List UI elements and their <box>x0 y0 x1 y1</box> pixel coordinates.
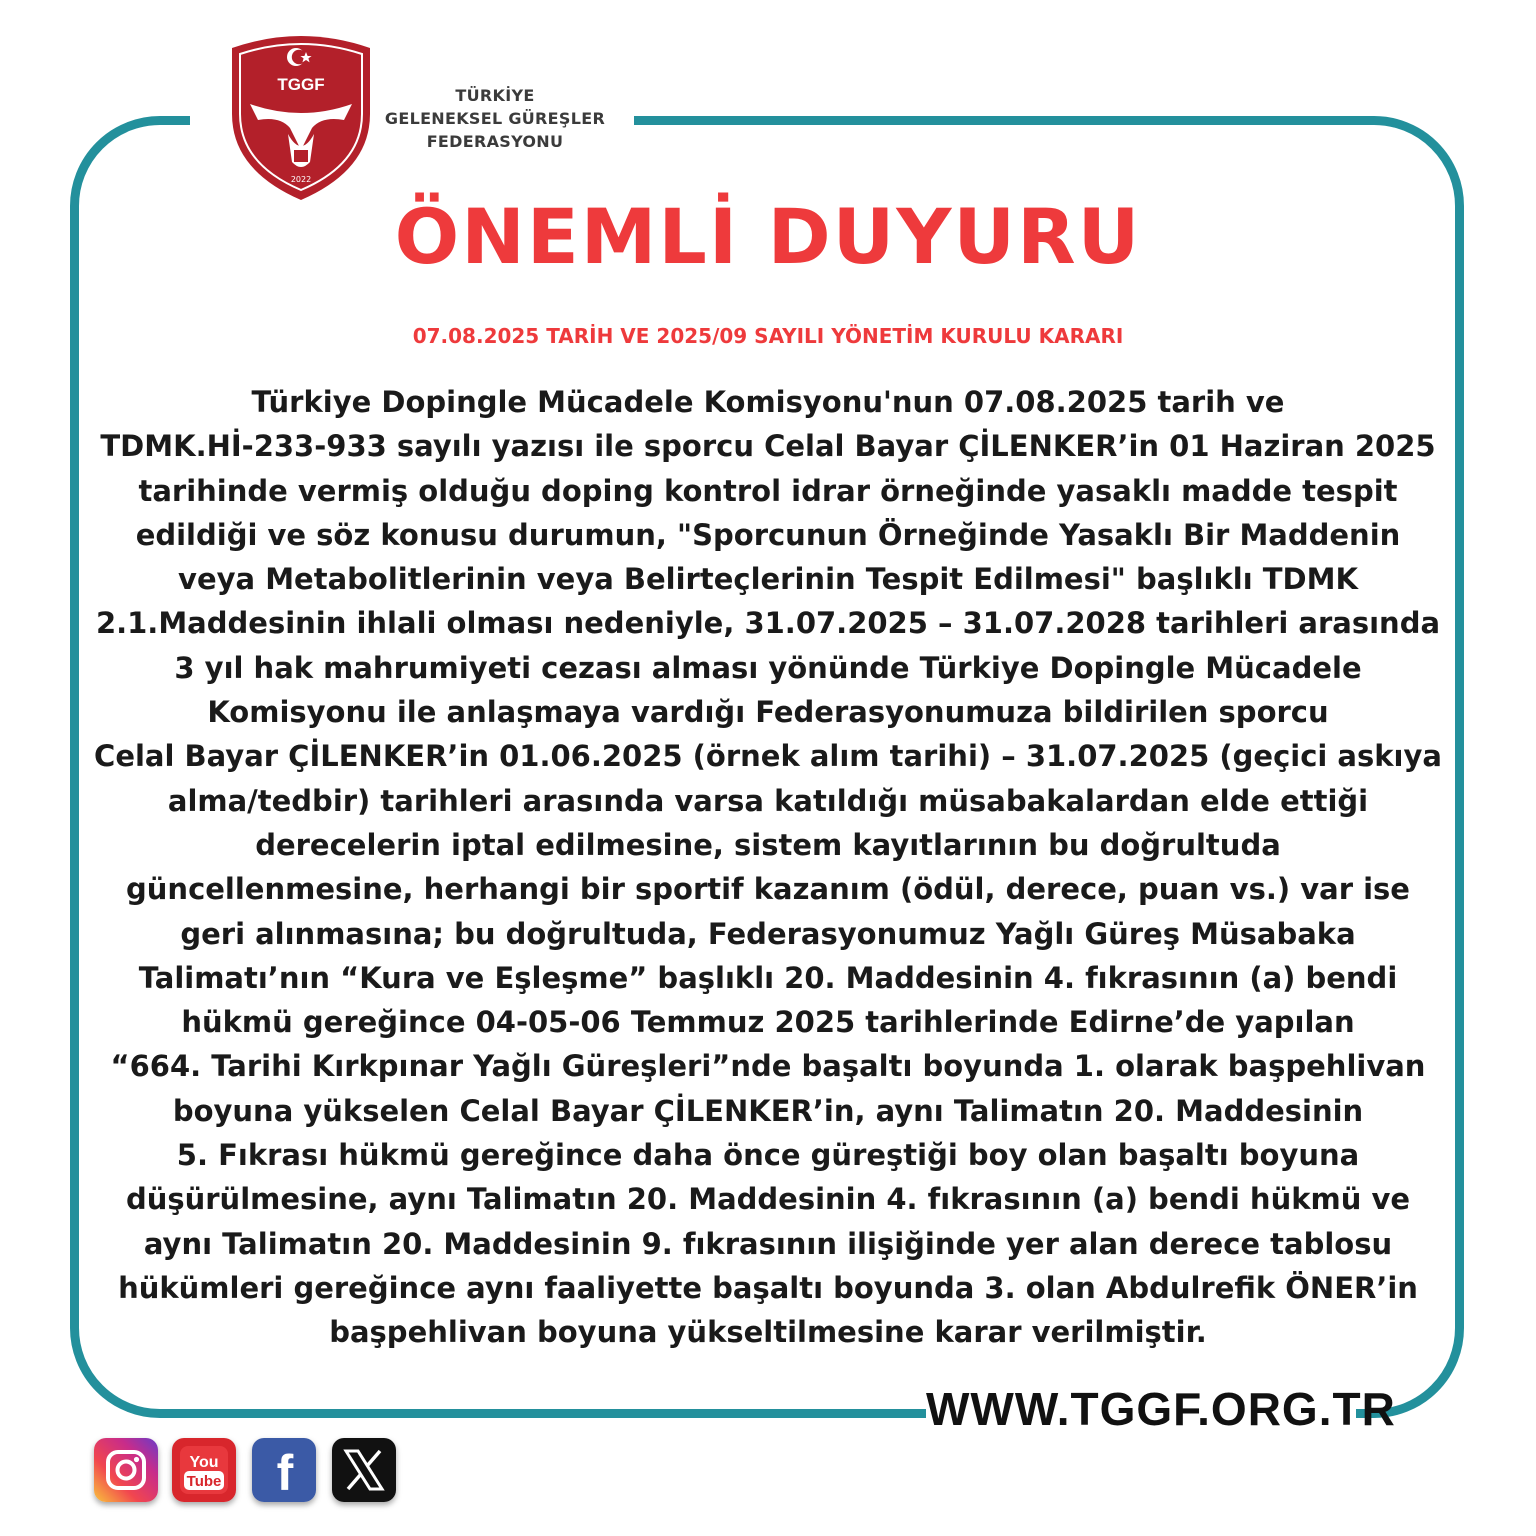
body-line: başpehlivan boyuna yükseltilmesine karar verilmiştir. <box>329 1315 1207 1350</box>
instagram-button[interactable] <box>94 1438 158 1502</box>
body-line: 5. Fıkrası hükmü gereğince daha önce güreştiği boy olan başaltı boyuna <box>176 1138 1360 1173</box>
facebook-button[interactable] <box>252 1438 316 1502</box>
body-line: veya Metabolitlerinin veya Belirteçlerinin Tespit Edilmesi" başlıklı TDMK <box>178 562 1358 597</box>
body-line: derecelerin iptal edilmesine, sistem kayıtlarının bu doğrultuda <box>255 827 1281 862</box>
svg-text:You: You <box>189 1454 219 1471</box>
body-line: güncellenmesine, herhangi bir sportif kazanım (ödül, derece, puan vs.) var ise <box>126 872 1410 907</box>
body-line: alma/tedbir) tarihleri arasında varsa katıldığı müsabakalardan elde ettiği <box>167 783 1369 818</box>
body-line: TDMK.Hİ-233-933 sayılı yazısı ile sporcu Celal Bayar ÇİLENKER’in 01 Haziran 2025 <box>100 429 1436 464</box>
body-line: Türkiye Dopingle Mücadele Komisyonu'nun 07.08.2025 tarih ve <box>251 385 1285 419</box>
youtube-icon <box>172 1438 236 1502</box>
announcement-title: ÖNEMLİ DUYURU <box>394 192 1142 281</box>
body-line: hükmü gereğince 04-05-06 Temmuz 2025 tarihlerinde Edirne’de yapılan <box>181 1005 1355 1040</box>
youtube-button[interactable] <box>172 1438 236 1502</box>
org-name-line: FEDERASYONU <box>426 132 564 151</box>
body-line: Talimatı’nın “Kura ve Eşleşme” başlıklı 20. Maddesinin 4. fıkrasının (a) bendi <box>138 960 1398 995</box>
body-line: düşürülmesine, aynı Talimatın 20. Maddesinin 4. fıkrasının (a) bendi hükmü ve <box>125 1182 1411 1217</box>
body-line: Komisyonu ile anlaşmaya vardığı Federasyonumuza bildirilen sporcu <box>207 695 1329 730</box>
svg-text:TGGF: TGGF <box>277 75 325 94</box>
body-line: aynı Talimatın 20. Maddesinin 9. fıkrasının ilişiğinde yer alan derece tablosu <box>143 1226 1393 1261</box>
instagram-icon <box>94 1438 158 1502</box>
x-button[interactable] <box>332 1438 396 1502</box>
announcement-subtitle: 07.08.2025 TARİH VE 2025/09 SAYILI YÖNETİM KURULU KARARI <box>412 324 1124 348</box>
body-line: geri alınmasına; bu doğrultuda, Federasyonumuz Yağlı Güreş Müsabaka <box>180 916 1356 951</box>
body-line: 3 yıl hak mahrumiyeti cezası alması yönünde Türkiye Dopingle Mücadele <box>174 650 1362 685</box>
body-line: hükümleri gereğince aynı faaliyette başaltı boyunda 3. olan Abdulrefik ÖNER’in <box>118 1270 1418 1305</box>
x-icon <box>332 1438 396 1502</box>
svg-text:2022: 2022 <box>290 175 312 184</box>
body-line: 2.1.Maddesinin ihlali olması nedeniyle, 31.07.2025 – 31.07.2028 tarihleri arasında <box>95 606 1441 641</box>
body-line: boyuna yükselen Celal Bayar ÇİLENKER’in, aynı Talimatın 20. Maddesinin <box>172 1093 1364 1128</box>
website-link[interactable]: WWW.TGGF.ORG.TR <box>926 1378 1356 1440</box>
body-line: edildiği ve söz konusu durumun, "Sporcunun Örneğinde Yasaklı Bir Maddenin <box>135 517 1401 552</box>
organization-name <box>380 84 610 153</box>
body-line: “664. Tarihi Kırkpınar Yağlı Güreşleri”nde başaltı boyunda 1. olarak başpehlivan <box>110 1049 1426 1084</box>
org-name-line: TÜRKİYE <box>455 86 535 105</box>
org-name-line: GELENEKSEL GÜREŞLER <box>384 109 606 128</box>
body-line: Celal Bayar ÇİLENKER’in 01.06.2025 (örnek alım tarihi) – 31.07.2025 (geçici askıya <box>94 739 1442 774</box>
facebook-icon <box>252 1438 316 1502</box>
body-line: tarihinde vermiş olduğu doping kontrol idrar örneğinde yasaklı madde tespit <box>138 473 1398 508</box>
svg-text:f: f <box>276 1445 294 1501</box>
tggf-logo <box>226 30 376 202</box>
svg-text:Tube: Tube <box>186 1473 222 1490</box>
announcement-body <box>80 380 1456 1355</box>
